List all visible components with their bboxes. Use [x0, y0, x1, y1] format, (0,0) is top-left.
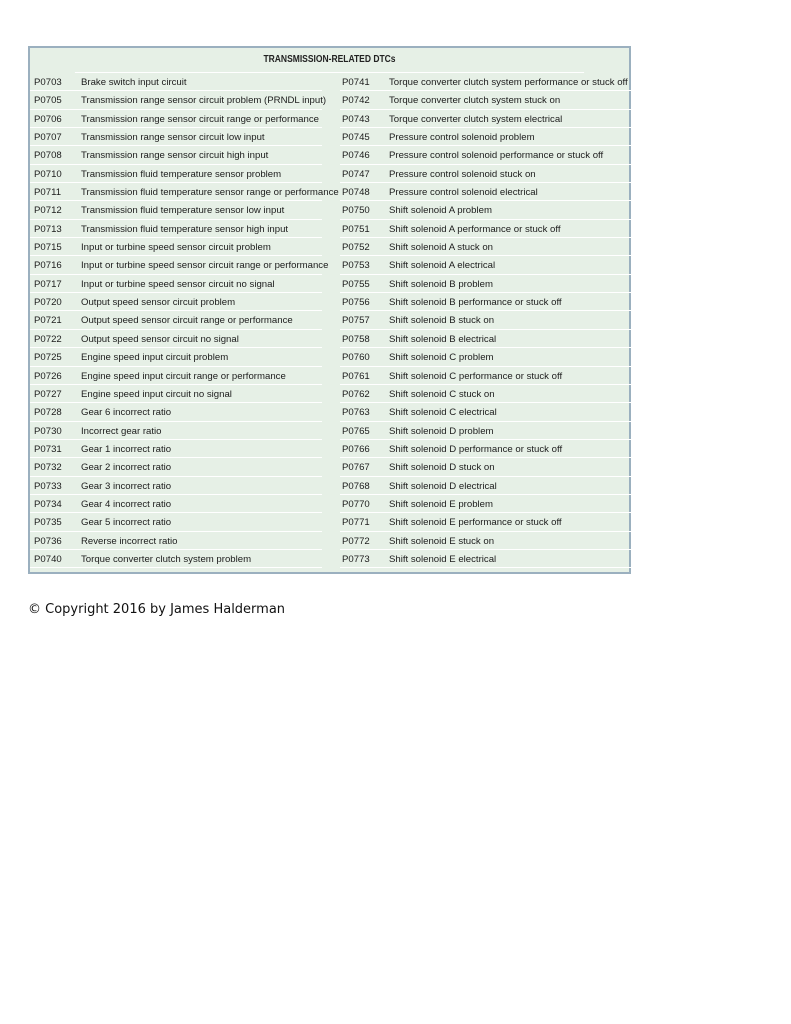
dtc-code: P0711: [34, 187, 62, 199]
dtc-code: P0712: [34, 205, 62, 217]
dtc-description: Shift solenoid D stuck on: [389, 462, 495, 474]
dtc-description: Engine speed input circuit range or performance: [81, 370, 286, 382]
dtc-code: P0750: [342, 205, 370, 217]
dtc-code: P0761: [342, 370, 370, 382]
table-row: [340, 238, 631, 256]
dtc-table: [28, 46, 631, 574]
table-row: [340, 220, 631, 238]
dtc-code: P0710: [34, 168, 62, 180]
table-row: [340, 532, 631, 550]
dtc-description: Shift solenoid D problem: [389, 425, 494, 437]
table-row: [30, 201, 322, 219]
dtc-code: P0765: [342, 425, 370, 437]
dtc-code: P0748: [342, 187, 370, 199]
dtc-code: P0706: [34, 113, 62, 125]
dtc-code: P0770: [342, 498, 370, 510]
table-row: [30, 275, 322, 293]
dtc-code: P0741: [342, 77, 370, 88]
dtc-description: Transmission fluid temperature sensor high input: [81, 223, 289, 235]
dtc-code: P0707: [34, 132, 62, 144]
table-row: [30, 110, 322, 128]
dtc-code: P0727: [34, 388, 62, 400]
table-row: [30, 128, 322, 146]
dtc-code: P0743: [342, 113, 370, 125]
dtc-code: P0736: [34, 535, 62, 547]
dtc-code: P0703: [34, 77, 62, 88]
dtc-description: Transmission fluid temperature sensor low input: [81, 205, 285, 217]
table-row: [340, 256, 631, 274]
table-row: [30, 495, 322, 513]
dtc-code: P0768: [342, 480, 370, 492]
table-row: [340, 422, 631, 440]
table-row: [340, 348, 631, 366]
table-row: [340, 458, 631, 476]
dtc-description: Brake switch input circuit: [81, 77, 187, 88]
dtc-code: P0756: [342, 297, 370, 309]
table-title: TRANSMISSION-RELATED DTCs: [75, 48, 584, 73]
dtc-code: P0717: [34, 278, 62, 290]
dtc-code: P0720: [34, 297, 62, 309]
dtc-code: P0713: [34, 223, 62, 235]
dtc-code: P0762: [342, 388, 370, 400]
dtc-code: P0753: [342, 260, 370, 272]
table-row: [340, 73, 631, 91]
dtc-code: P0757: [342, 315, 370, 327]
dtc-code: P0732: [34, 462, 62, 474]
dtc-description: Input or turbine speed sensor circuit no signal: [81, 278, 275, 290]
dtc-description: Shift solenoid E problem: [389, 498, 493, 510]
dtc-description: Shift solenoid B electrical: [389, 333, 497, 345]
table-row: [340, 440, 631, 458]
dtc-description: Torque converter clutch system electrical: [389, 113, 563, 125]
dtc-code: P0773: [342, 553, 370, 565]
left-column: [30, 73, 339, 568]
dtc-code: P0772: [342, 535, 370, 547]
dtc-description: Transmission range sensor circuit problem (PRNDL input): [81, 95, 327, 107]
table-row: [30, 348, 322, 366]
dtc-description: Shift solenoid E electrical: [389, 553, 497, 565]
dtc-code: P0742: [342, 95, 370, 107]
dtc-description: Reverse incorrect ratio: [81, 535, 178, 547]
table-row: [30, 256, 329, 274]
dtc-code: P0735: [34, 517, 62, 529]
dtc-description: Gear 5 incorrect ratio: [81, 517, 172, 529]
table-row: [340, 128, 631, 146]
table-row: [340, 146, 631, 164]
dtc-description: Pressure control solenoid performance or stuck off: [389, 150, 604, 162]
dtc-description: Output speed sensor circuit no signal: [81, 333, 239, 345]
dtc-code: P0726: [34, 370, 62, 382]
dtc-description: Shift solenoid C electrical: [389, 407, 497, 419]
dtc-description: Shift solenoid B problem: [389, 278, 493, 290]
table-row: [30, 165, 322, 183]
table-row: [340, 201, 631, 219]
dtc-description: Pressure control solenoid stuck on: [389, 168, 536, 180]
dtc-description: Incorrect gear ratio: [81, 425, 162, 437]
dtc-code: P0747: [342, 168, 370, 180]
dtc-description: Transmission fluid temperature sensor range or performance: [81, 187, 339, 199]
dtc-code: P0721: [34, 315, 62, 327]
dtc-code: P0708: [34, 150, 62, 162]
table-row: [30, 458, 322, 476]
dtc-description: Engine speed input circuit problem: [81, 352, 229, 364]
dtc-description: Pressure control solenoid problem: [389, 132, 535, 144]
table-row: [30, 91, 327, 109]
dtc-description: Shift solenoid B performance or stuck off: [389, 297, 562, 309]
table-row: [30, 146, 322, 164]
dtc-description: Transmission range sensor circuit low input: [81, 132, 265, 144]
table-row: [30, 422, 322, 440]
table-row: [340, 91, 631, 109]
table-row: [340, 275, 631, 293]
table-row: [340, 495, 631, 513]
table-row: [340, 293, 631, 311]
dtc-code: P0755: [342, 278, 370, 290]
dtc-code: P0740: [34, 553, 62, 565]
dtc-description: Shift solenoid A electrical: [389, 260, 496, 272]
table-row: [30, 238, 322, 256]
dtc-description: Shift solenoid D electrical: [389, 480, 497, 492]
table-row: [30, 293, 322, 311]
dtc-code: P0752: [342, 242, 370, 254]
table-row: [340, 385, 631, 403]
dtc-description: Shift solenoid E stuck on: [389, 535, 495, 547]
table-row: [340, 513, 631, 531]
dtc-code: P0733: [34, 480, 62, 492]
dtc-code: P0734: [34, 498, 62, 510]
dtc-description: Input or turbine speed sensor circuit problem: [81, 242, 271, 254]
dtc-code: P0715: [34, 242, 62, 254]
dtc-description: Torque converter clutch system performance or stuck off: [389, 77, 628, 88]
dtc-code: P0766: [342, 443, 370, 455]
copyright-notice: © Copyright 2016 by James Halderman: [28, 602, 286, 617]
dtc-code: P0763: [342, 407, 370, 419]
table-row: [340, 403, 631, 421]
dtc-code: P0705: [34, 95, 62, 107]
dtc-description: Shift solenoid C stuck on: [389, 388, 495, 400]
table-row: [340, 110, 631, 128]
dtc-description: Output speed sensor circuit range or performance: [81, 315, 293, 327]
table-row: [340, 550, 631, 568]
dtc-description: Torque converter clutch system problem: [81, 553, 252, 565]
dtc-description: Gear 1 incorrect ratio: [81, 443, 172, 455]
dtc-code: P0751: [342, 223, 370, 235]
table-row: [30, 477, 322, 495]
table-row: [340, 330, 631, 348]
table-row: [30, 367, 322, 385]
dtc-code: P0746: [342, 150, 370, 162]
dtc-description: Engine speed input circuit no signal: [81, 388, 232, 400]
table-row: [340, 183, 631, 201]
table-row: [340, 367, 631, 385]
table-row: [30, 220, 322, 238]
dtc-description: Gear 4 incorrect ratio: [81, 498, 172, 510]
dtc-code: P0767: [342, 462, 370, 474]
table-row: [340, 165, 631, 183]
dtc-description: Shift solenoid B stuck on: [389, 315, 495, 327]
dtc-code: P0745: [342, 132, 370, 144]
right-column: [340, 73, 631, 568]
dtc-description: Transmission range sensor circuit high input: [81, 150, 269, 162]
dtc-description: Gear 3 incorrect ratio: [81, 480, 172, 492]
table-row: [30, 330, 322, 348]
dtc-description: Gear 2 incorrect ratio: [81, 462, 172, 474]
dtc-code: P0725: [34, 352, 62, 364]
dtc-description: Input or turbine speed sensor circuit range or performance: [81, 260, 329, 272]
dtc-code: P0771: [342, 517, 370, 529]
dtc-description: Shift solenoid C performance or stuck off: [389, 370, 563, 382]
table-row: [30, 550, 322, 568]
table-row: [30, 385, 322, 403]
dtc-description: Shift solenoid A performance or stuck off: [389, 223, 561, 235]
dtc-description: Gear 6 incorrect ratio: [81, 407, 172, 419]
dtc-code: P0728: [34, 407, 62, 419]
table-row: [30, 513, 322, 531]
table-row: [30, 532, 322, 550]
dtc-code: P0722: [34, 333, 62, 345]
dtc-description: Transmission range sensor circuit range or performance: [81, 113, 319, 125]
table-row: [340, 311, 631, 329]
dtc-description: Pressure control solenoid electrical: [389, 187, 538, 199]
table-row: [30, 183, 339, 201]
dtc-description: Shift solenoid A problem: [389, 205, 492, 217]
dtc-code: P0731: [34, 443, 62, 455]
dtc-description: Torque converter clutch system stuck on: [389, 95, 561, 107]
table-row: [30, 311, 322, 329]
dtc-description: Transmission fluid temperature sensor problem: [81, 168, 282, 180]
table-row: [340, 477, 631, 495]
dtc-description: Shift solenoid C problem: [389, 352, 494, 364]
dtc-description: Output speed sensor circuit problem: [81, 297, 236, 309]
dtc-code: P0758: [342, 333, 370, 345]
dtc-code: P0716: [34, 260, 62, 272]
dtc-description: Shift solenoid E performance or stuck off: [389, 517, 562, 529]
table-row: [30, 403, 322, 421]
table-row: [30, 440, 322, 458]
dtc-description: Shift solenoid A stuck on: [389, 242, 493, 254]
dtc-code: P0760: [342, 352, 370, 364]
dtc-description: Shift solenoid D performance or stuck off: [389, 443, 563, 455]
table-row: [30, 73, 322, 91]
dtc-code: P0730: [34, 425, 62, 437]
